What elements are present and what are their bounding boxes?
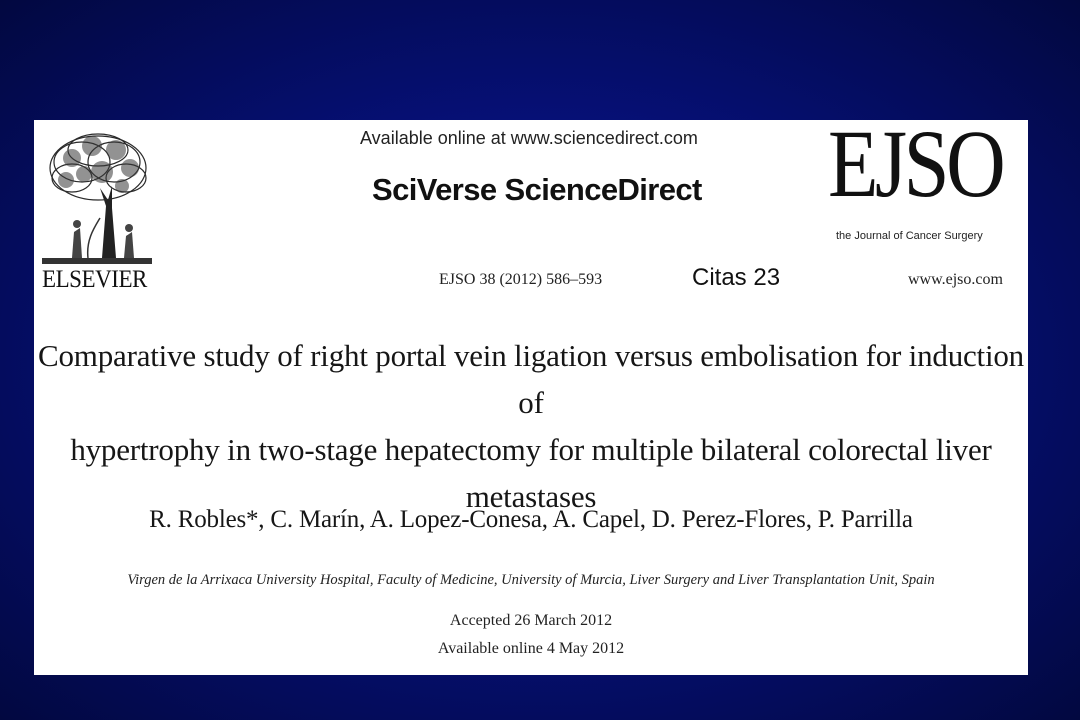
author-affiliation: Virgen de la Arrixaca University Hospital, Faculty of Medicine, University of Murcia, Liver Surgery and Liver Transplantation Unit, Spain xyxy=(127,572,935,588)
journal-logo: EJSO xyxy=(828,110,1003,217)
article-title-line: Comparative study of right portal vein ligation versus embolisation for induction of xyxy=(38,338,1024,420)
article-header-clipping xyxy=(34,110,1028,675)
journal-subtitle: the Journal of Cancer Surgery xyxy=(836,230,983,242)
accepted-date: Accepted 26 March 2012 xyxy=(449,612,613,629)
journal-website: www.ejso.com xyxy=(908,271,1003,288)
journal-citation: EJSO 38 (2012) 586–593 xyxy=(439,271,603,288)
online-date: Available online 4 May 2012 xyxy=(437,640,625,657)
platform-name: SciVerse ScienceDirect xyxy=(372,172,702,207)
citation-count-annotation: Citas 23 xyxy=(692,264,781,291)
article-authors: R. Robles*, C. Marín, A. Lopez-Conesa, A. Capel, D. Perez-Flores, P. Parrilla xyxy=(149,506,913,533)
article-title-line: hypertrophy in two-stage hepatectomy for multiple bilateral colorectal liver xyxy=(70,432,992,467)
article-title xyxy=(34,332,1028,520)
article-title-line: metastases xyxy=(465,479,597,514)
publisher-name: ELSEVIER xyxy=(42,266,147,293)
available-online-link: Available online at www.sciencedirect.com xyxy=(360,128,698,148)
